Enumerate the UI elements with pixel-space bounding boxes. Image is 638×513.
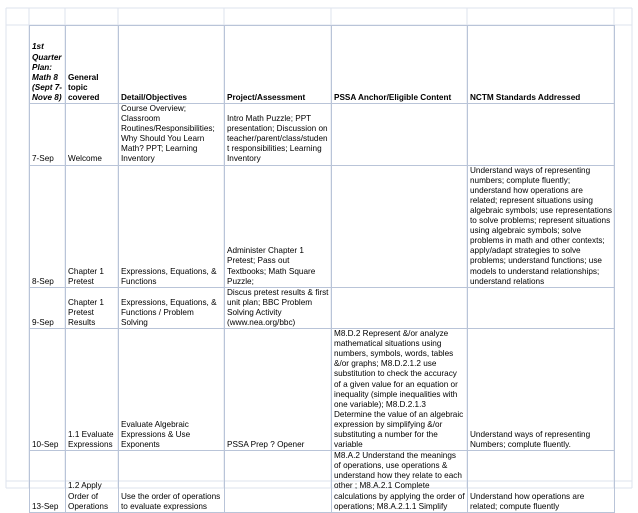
detail-cell[interactable]: Expressions, Equations, & Functions / Problem Solving [119, 287, 225, 328]
table-row [30, 451, 615, 513]
date-cell[interactable]: 7-Sep [30, 104, 66, 166]
table-row [30, 165, 615, 287]
pssa-cell[interactable] [332, 104, 468, 166]
table-row [30, 329, 615, 451]
table-row [30, 104, 615, 166]
pssa-cell[interactable]: M8.D.2 Represent &/or analyze mathematical situations using numbers, symbols, words, tables &/or graphs; M8.D.2.1.2 use substitution to check the accuracy of a given value for an equation or inequality (simple inequalities with one variable); M8.D.2.1.3 Determine the value of an algebraic expression by simplifying &/or substituting a number for the variable [332, 329, 468, 451]
nctm-cell[interactable]: Understand how operations are related; compute fluently [468, 451, 615, 513]
pssa-cell[interactable]: M8.A.2 Understand the meanings of operations, use operations & understand how they relate to each other ; M8.A.2.1 Complete calculations by applying the order of operations; M8.A.2.1.1 Simplify [332, 451, 468, 513]
nctm-cell[interactable] [468, 287, 615, 328]
nctm-cell[interactable] [468, 104, 615, 166]
project-cell[interactable]: Discus pretest results & first unit plan; BBC Problem Solving Activity (www.nea.org/bbc) [225, 287, 332, 328]
topic-cell[interactable]: 1.2 Apply Order of Operations [66, 451, 119, 513]
detail-cell[interactable]: Expressions, Equations, & Functions [119, 165, 225, 287]
date-cell[interactable]: 10-Sep [30, 329, 66, 451]
pssa-cell[interactable] [332, 287, 468, 328]
date-cell[interactable]: 9-Sep [30, 287, 66, 328]
project-cell[interactable]: Administer Chapter 1 Pretest; Pass out Textbooks; Math Square Puzzle; [225, 165, 332, 287]
date-cell[interactable]: 13-Sep [30, 451, 66, 513]
topic-cell[interactable]: 1.1 Evaluate Expressions [66, 329, 119, 451]
topic-cell[interactable]: Chapter 1 Pretest [66, 165, 119, 287]
header-pssa-anchor[interactable]: PSSA Anchor/Eligible Content [332, 26, 468, 104]
project-cell[interactable] [225, 451, 332, 513]
table-row [30, 287, 615, 328]
header-row [30, 26, 615, 104]
nctm-cell[interactable]: Understand ways of representing numbers; complute fluently; understand how operations are related; represent situations using algebraic symbols; use representations to solve problems; represent situations using algebraic symbols; solve problems in math and other contexts; apply/adapt strategies to solve problems; understand functions; use models to understand relationships; understand relations [468, 165, 615, 287]
topic-cell[interactable]: Welcome [66, 104, 119, 166]
detail-cell[interactable]: Evaluate Algebraic Expressions & Use Exponents [119, 329, 225, 451]
project-cell[interactable]: Intro Math Puzzle; PPT presentation; Discussion on teacher/parent/class/student responsibilities; Learning Inventory [225, 104, 332, 166]
detail-cell[interactable]: Use the order of operations to evaluate expressions [119, 451, 225, 513]
pssa-cell[interactable] [332, 165, 468, 287]
topic-cell[interactable]: Chapter 1 Pretest Results [66, 287, 119, 328]
header-project-assessment[interactable]: Project/Assessment [225, 26, 332, 104]
date-cell[interactable]: 8-Sep [30, 165, 66, 287]
nctm-cell[interactable]: Understand ways of representing Numbers; complute fluently. [468, 329, 615, 451]
header-general-topic[interactable]: General topic covered [66, 26, 119, 104]
project-cell[interactable]: PSSA Prep ? Opener [225, 329, 332, 451]
header-quarter-plan[interactable]: 1st Quarter Plan: Math 8 (Sept 7-Nove 8) [30, 26, 66, 104]
quarter-plan-table [29, 25, 615, 513]
header-nctm-standards[interactable]: NCTM Standards Addressed [468, 26, 615, 104]
detail-cell[interactable]: Course Overview; Classroom Routines/Responsibilities; Why Should You Learn Math? PPT; Learning Inventory [119, 104, 225, 166]
header-detail-objectives[interactable]: Detail/Objectives [119, 26, 225, 104]
